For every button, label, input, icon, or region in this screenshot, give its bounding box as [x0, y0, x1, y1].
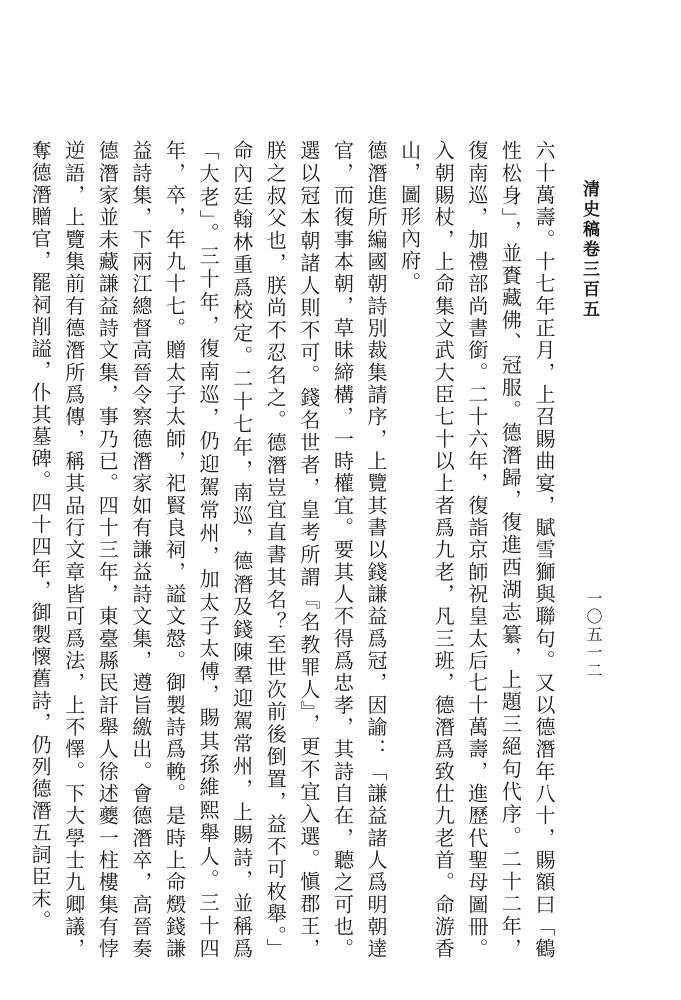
page-number: 一〇五一二 [584, 590, 603, 680]
text-body [28, 140, 560, 960]
paragraph-1: 六十萬壽。十七年正月，上召賜曲宴，賦雪獅與聯句。又以德潛年八十，賜額曰「鶴性松身」，並賚藏佛、冠服。德潛歸，復進西湖志纂，上題三絕句代序。二十二年，復南巡，加禮部尚書銜。二十六年，復詣京師祝皇太后七十萬壽，進歷代聖母圖冊。入朝賜杖，上命集文武大臣七十以上者爲九老，凡三班，德潛爲致仕九老首。命游香山，圖形內府。 [397, 140, 556, 960]
page-header-title: 清史稿卷三百五 [579, 180, 599, 320]
paragraph-2: 德潛進所編國朝詩別裁集請序，上覽其書以錢謙益爲冠，因諭：「謙益諸人爲明朝達官，而復事本朝，草昧締構，一時權宜。要其人不得爲忠孝，其詩自在，聽之可也。選以冠本朝諸人則不可。錢名世者，皇考所謂『名教罪人』，更不宜入選。愼郡王，朕之叔父也，朕尚不忍名之。德潛豈宜直書其名？至世次前後倒置，益不可枚舉。」命內廷翰林重爲校定。二十七年，南巡，德潛及錢陳羣迎駕常州，上賜詩，並稱爲「大老」。三十年，復南巡，仍迎駕常州，加太子太傅，賜其孫維熙舉人。三十四年，卒，年九十七。贈太子太師，祀賢良祠，謚文慤。御製詩爲輓。是時上命燬錢謙益詩集，下兩江總督高晉令察德潛家如有謙益詩文集，遵旨繳出。會德潛卒，高晉奏德潛家並未藏謙益詩文集，事乃已。四十三年，東臺縣民訐舉人徐述夔一柱樓集有悖逆語，上覽集前有德潛所爲傳，稱其品行文章皆可爲法，上不懌。下大學士九卿議，奪德潛贈官，罷祠削謚，仆其墓碑。四十四年，御製懷舊詩，仍列德潛五詞臣末。 [28, 140, 389, 960]
